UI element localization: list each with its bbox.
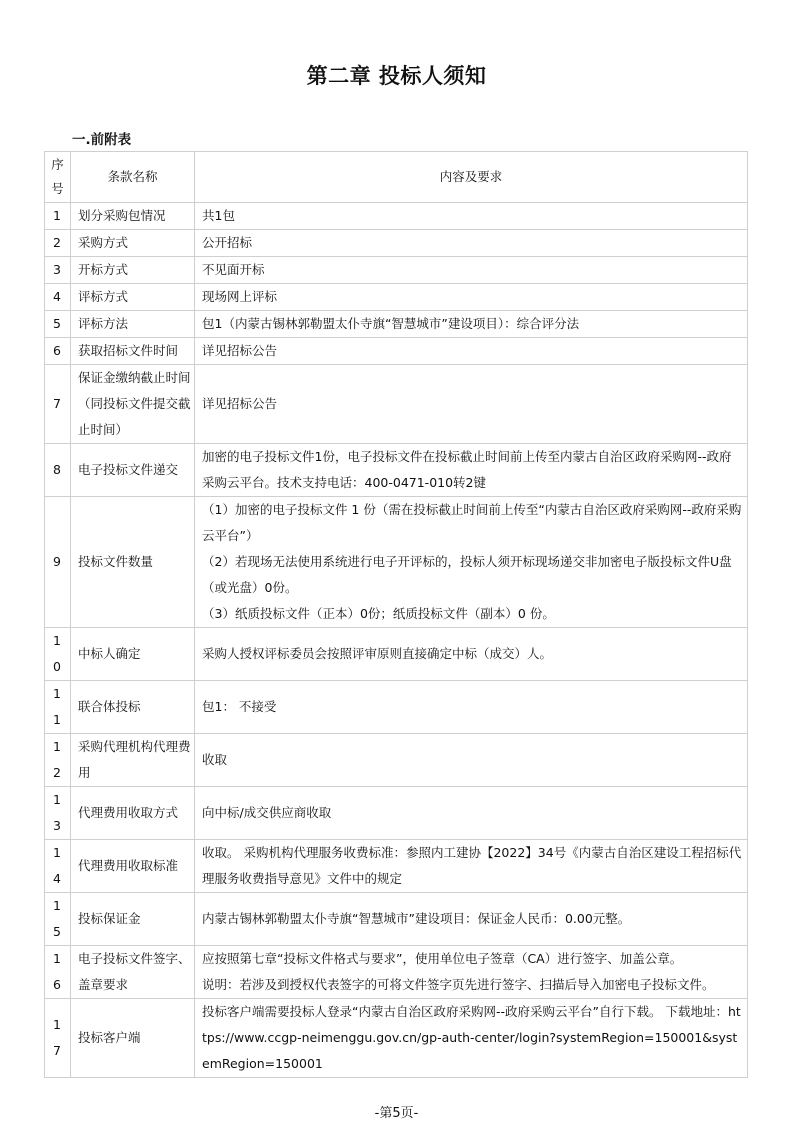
table-row	[45, 628, 748, 681]
content-paragraph: 现场网上评标	[202, 289, 278, 304]
content-paragraph: 向中标/成交供应商收取	[202, 805, 332, 820]
header-no-line2: 号	[51, 181, 64, 196]
content-paragraph: （1）加密的电子投标文件 1 份（需在投标截止时间前上传至“内蒙古自治区政府采购网--政府采购云平台”）	[202, 502, 742, 543]
clause-name: 代理费用收取标准	[71, 840, 195, 893]
header-no	[45, 152, 71, 203]
clause-name: 投标文件数量	[71, 497, 195, 628]
header-content: 内容及要求	[195, 152, 748, 203]
clause-name: 获取招标文件时间	[71, 338, 195, 365]
table-row	[45, 787, 748, 840]
content-paragraph: （2）若现场无法使用系统进行电子开评标的，投标人须开标现场递交非加密电子版投标文件U盘（或光盘）0份。	[202, 554, 732, 595]
clause-content	[195, 257, 748, 284]
row-number: 1 4	[45, 840, 71, 893]
row-number: 1 5	[45, 893, 71, 946]
page-number: -第5页-	[374, 1106, 419, 1121]
clause-content	[195, 681, 748, 734]
clause-content	[195, 444, 748, 497]
table-row	[45, 311, 748, 338]
clause-content	[195, 284, 748, 311]
content-paragraph: 收取	[202, 752, 228, 767]
clause-name: 评标方法	[71, 311, 195, 338]
clause-name: 采购代理机构代理费用	[71, 734, 195, 787]
table-row	[45, 681, 748, 734]
clause-content	[195, 840, 748, 893]
clause-content	[195, 203, 748, 230]
clause-name: 采购方式	[71, 230, 195, 257]
row-number: 7	[45, 365, 71, 444]
table-row	[45, 840, 748, 893]
clause-content	[195, 787, 748, 840]
header-name: 条款名称	[71, 152, 195, 203]
page-title: 第二章 投标人须知	[306, 64, 487, 88]
section-title: 一.前附表	[72, 132, 132, 148]
table-row	[45, 999, 748, 1078]
row-number: 8	[45, 444, 71, 497]
table-row	[45, 365, 748, 444]
table-row	[45, 230, 748, 257]
content-paragraph: 收取。 采购机构代理服务收费标准：参照内工建协【2022】34号《内蒙古自治区建设工程招标代理服务收费指导意见》文件中的规定	[202, 845, 742, 886]
content-paragraph: 加密的电子投标文件1份，电子投标文件在投标截止时间前上传至内蒙古自治区政府采购网--政府采购云平台。技术支持电话：400-0471-010转2键	[202, 449, 732, 490]
clause-name: 电子投标文件递交	[71, 444, 195, 497]
content-paragraph: 包1： 不接受	[202, 699, 277, 714]
clause-name: 投标保证金	[71, 893, 195, 946]
table-header-row	[45, 152, 748, 203]
clause-name: 联合体投标	[71, 681, 195, 734]
content-paragraph: 投标客户端需要投标人登录“内蒙古自治区政府采购网--政府采购云平台”自行下载。 下载地址：https://www.ccgp-neimenggu.gov.cn/gp-auth-center/login?systemRegion=150001&systemRegion=150001	[202, 1004, 741, 1071]
clause-name: 划分采购包情况	[71, 203, 195, 230]
content-paragraph: 应按照第七章“投标文件格式与要求”，使用单位电子签章（CA）进行签字、加盖公章。	[202, 951, 683, 966]
clause-content	[195, 365, 748, 444]
clause-content	[195, 230, 748, 257]
row-number: 1 3	[45, 787, 71, 840]
row-number: 1	[45, 203, 71, 230]
content-paragraph: 详见招标公告	[202, 396, 278, 411]
row-number: 4	[45, 284, 71, 311]
content-paragraph: 包1（内蒙古锡林郭勒盟太仆寺旗“智慧城市”建设项目）：综合评分法	[202, 316, 580, 331]
clause-content	[195, 999, 748, 1078]
table-row	[45, 203, 748, 230]
clause-content	[195, 497, 748, 628]
row-number: 5	[45, 311, 71, 338]
row-number: 1 2	[45, 734, 71, 787]
content-paragraph: （3）纸质投标文件（正本）0份；纸质投标文件（副本）0 份。	[202, 606, 555, 621]
row-number: 1 0	[45, 628, 71, 681]
content-paragraph: 采购人授权评标委员会按照评审原则直接确定中标（成交）人。	[202, 646, 553, 661]
clause-content	[195, 338, 748, 365]
table-row	[45, 946, 748, 999]
clause-name: 评标方式	[71, 284, 195, 311]
row-number: 3	[45, 257, 71, 284]
content-paragraph: 详见招标公告	[202, 343, 278, 358]
clause-content	[195, 311, 748, 338]
clause-content	[195, 946, 748, 999]
table-row	[45, 257, 748, 284]
clause-name: 电子投标文件签字、盖章要求	[71, 946, 195, 999]
clause-content	[195, 628, 748, 681]
header-no-line1: 序	[51, 157, 64, 172]
table-row	[45, 497, 748, 628]
clause-content	[195, 893, 748, 946]
clause-name: 代理费用收取方式	[71, 787, 195, 840]
content-paragraph: 不见面开标	[202, 262, 265, 277]
clause-name: 中标人确定	[71, 628, 195, 681]
clause-name: 保证金缴纳截止时间（同投标文件提交截止时间）	[71, 365, 195, 444]
row-number: 1 7	[45, 999, 71, 1078]
table-row	[45, 284, 748, 311]
table-row	[45, 338, 748, 365]
row-number: 2	[45, 230, 71, 257]
clause-name: 投标客户端	[71, 999, 195, 1078]
table-row	[45, 444, 748, 497]
content-paragraph: 共1包	[202, 208, 235, 223]
row-number: 6	[45, 338, 71, 365]
appendix-table	[44, 151, 748, 1078]
table-row	[45, 893, 748, 946]
content-paragraph: 公开招标	[202, 235, 253, 250]
row-number: 9	[45, 497, 71, 628]
table-row	[45, 734, 748, 787]
row-number: 1 6	[45, 946, 71, 999]
content-paragraph: 说明：若涉及到授权代表签字的可将文件签字页先进行签字、扫描后导入加密电子投标文件。	[202, 977, 715, 992]
clause-name: 开标方式	[71, 257, 195, 284]
row-number: 1 1	[45, 681, 71, 734]
content-paragraph: 内蒙古锡林郭勒盟太仆寺旗“智慧城市”建设项目：保证金人民币：0.00元整。	[202, 911, 631, 926]
clause-content	[195, 734, 748, 787]
